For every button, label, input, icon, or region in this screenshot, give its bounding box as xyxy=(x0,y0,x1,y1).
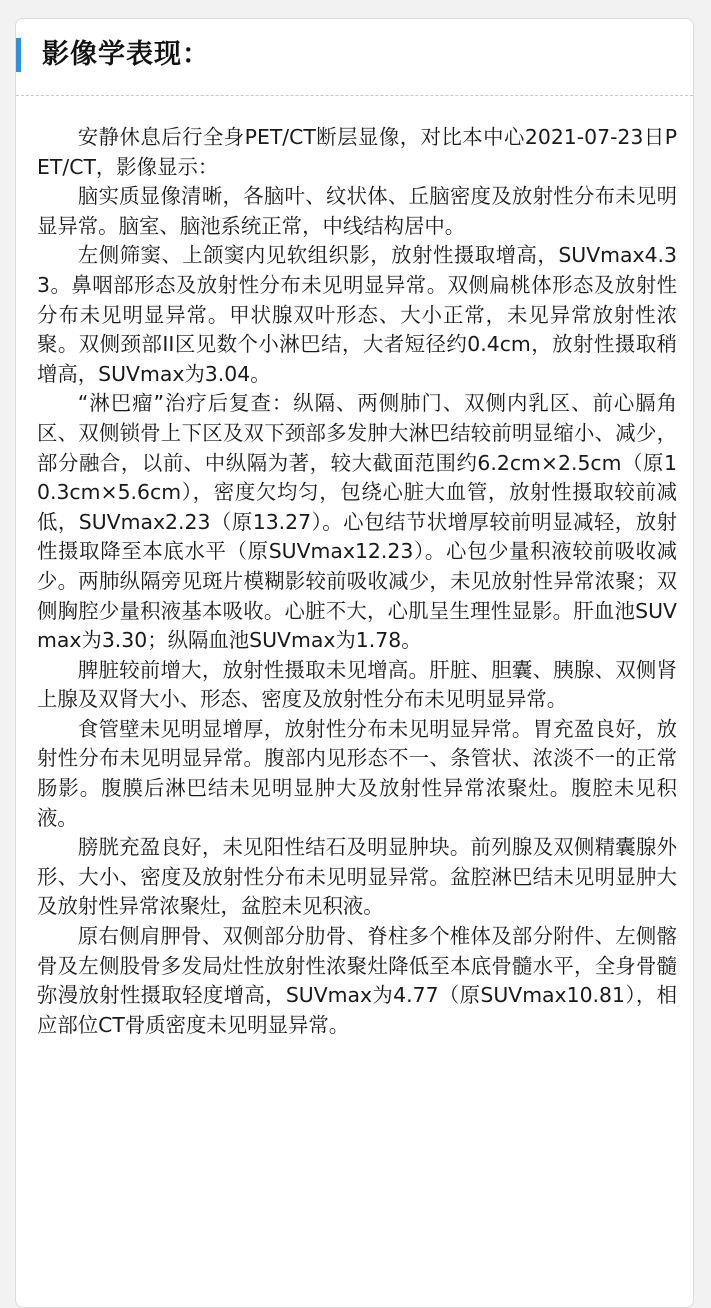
paragraph-pelvis: 膀胱充盈良好，未见阳性结石及明显肿块。前列腺及双侧精囊腺外形、大小、密度及放射性分布未见明显异常。盆腔淋巴结未见明显肿大及放射性异常浓聚灶，盆腔未见积液。 xyxy=(37,835,677,919)
report-body xyxy=(37,123,677,1040)
report-card xyxy=(15,18,694,1308)
paragraph-brain: 脑实质显像清晰，各脑叶、纹状体、丘脑密度及放射性分布未见明显异常。脑室、脑池系统正常，中线结构居中。 xyxy=(37,184,677,238)
paragraph-abdomen-organs: 脾脏较前增大，放射性摄取未见增高。肝脏、胆囊、胰腺、双侧肾上腺及双肾大小、形态、密度及放射性分布未见明显异常。 xyxy=(37,657,677,712)
paragraph-bone: 原右侧肩胛骨、双侧部分肋骨、脊柱多个椎体及部分附件、左侧髂骨及左侧股骨多发局灶性放射性浓聚灶降低至本底骨髓水平，全身骨髓弥漫放射性摄取轻度增高，SUVmax为4.77（原SUVmax10.81），相应部位CT骨质密度未见明显异常。 xyxy=(37,924,677,1037)
paragraph-gi-tract: 食管壁未见明显增厚，放射性分布未见明显异常。胃充盈良好，放射性分布未见明显异常。腹部内见形态不一、条管状、浓淡不一的正常肠影。腹膜后淋巴结未见明显肿大及放射性异常浓聚灶。腹腔未见积液。 xyxy=(37,716,677,830)
section-title: 影像学表现： xyxy=(42,39,210,70)
paragraph-chest: “淋巴瘤”治疗后复查：纵隔、两侧肺门、双侧内乳区、前心膈角区、双侧锁骨上下区及双下颈部多发肿大淋巴结较前明显缩小、减少，部分融合，以前、中纵隔为著，较大截面范围约6.2cm×2.5cm（原10.3cm×5.6cm），密度欠均匀，包绕心脏大血管，放射性摄取较前减低，SUVmax2.23（原13.27）。心包结节状增厚较前明显减轻，放射性摄取降至本底水平（原SUVmax12.23）。心包少量积液较前吸收减少。两肺纵隔旁见斑片模糊影较前吸收减少，未见放射性异常浓聚；双侧胸腔少量积液基本吸收。心脏不大，心肌呈生理性显影。肝血池SUVmax为3.30；纵隔血池SUVmax为1.78。 xyxy=(37,391,677,653)
paragraph-head-neck: 左侧筛窦、上颌窦内见软组织影，放射性摄取增高，SUVmax4.33。鼻咽部形态及放射性分布未见明显异常。双侧扁桃体形态及放射性分布未见明显异常。甲状腺双叶形态、大小正常，未见异常放射性浓聚。双侧颈部II区见数个小淋巴结，大者短径约0.4cm，放射性摄取稍增高，SUVmax为3.04。 xyxy=(37,243,677,386)
paragraph-intro: 安静休息后行全身PET/CT断层显像，对比本中心2021-07-23日PET/CT，影像显示： xyxy=(37,125,677,179)
accent-bar xyxy=(16,38,21,72)
section-header xyxy=(16,19,693,96)
